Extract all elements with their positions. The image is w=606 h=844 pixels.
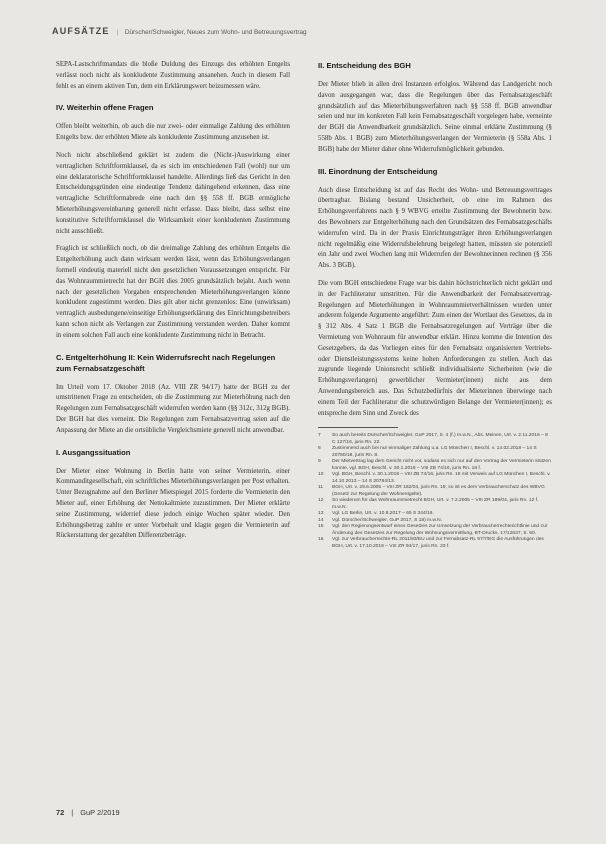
footnote (318, 537, 552, 550)
paragraph: Auch diese Entscheidung ist auf das Recht des Wohn- und Betreuungsvertrages übertragbar. Bislang bestand Unsicherheit, ob eine im Rahmen des Erhöhungsverfahrens nach § 9 WBVG erteilte Zustimmung der Bewohnerin bzw. des Bewohners zur Entgelterhöhung nach den Grundsätzen des Fernabsatzgeschäfts widerrufen wird. Da in der Praxis Einrichtungsträger ihren Erhöhungsverlangen nicht regelmäßig eine Widerrufsbelehrung beigelegt hatten, müssten sie potenziell ein Jahr und zwei Wochen lang mit Widerrufen der Bewohnerinnen rechnen (§ 356 Abs. 3 BGB). (318, 186, 552, 270)
footnote-text: Vgl. Dürscher/Schweigler, GuP 2017, S 18) m.w.N. (332, 517, 442, 523)
footnote-number: 16 (318, 537, 324, 543)
footnote-number: 12 (318, 498, 324, 504)
footnote-divider (318, 427, 398, 428)
paragraph: Der Mieter einer Wohnung in Berlin hatte von seiner Vermieterin, einer Kommanditgesellschaft, ein schriftliches Mieterhöhungsverlangen per Post erhalten. Unter Bezugnahme auf den Berliner Mietspiegel 2015 forderte die Vermieterin den Mieter auf, einer Erhöhung der Nettokaltmiete zuzustimmen. Der Mieter erklärte seine Zustimmung, widerrief diese jedoch einige Wochen später wieder. Den Erhöhungsbetrag zahlte er unter Vorbehalt und klagte gegen die Vermieterin auf Rückerstattung der gezahlten Differenzbeträge. (56, 467, 290, 540)
footnote-text: Vgl. LG Berlin, Urt. v. 10.8.2017 – 65 S 344/16. (332, 511, 434, 517)
left-column (56, 60, 290, 549)
footnote-text: Der Mietvertrag lag dem Gericht nicht vor, sodass es sich nur auf den Vortrag der Vermieterin stützen konnte, vgl. BGH, Beschl. v. 30.1.2018 – VIII ZB 74/16, juris Rn. 18 f. (332, 459, 551, 471)
footnote-number: 9 (318, 459, 321, 465)
footnote-text: Vgl. den Regierungsentwurf eines Gesetzes zur Umsetzung der Verbraucherrechterichtlinie und zur Änderung des Gesetzes zur Regelung der Wohnungsvermittlung, BT-Drucks. 17/12637, S. 50. (332, 524, 548, 536)
paragraph: Der Mieter blieb in allen drei Instanzen erfolglos. Während das Landgericht noch davon ausgegangen war, dass die Regelungen über das Fernabsatzgeschäft grundsätzlich auf das Mieterhöhungsverfahren nach §§ 558 ff. BGB anwendbar seien und nur im konkreten Fall kein Fernabsatzgeschäft vorgelegen habe, verneinte der BGH die Anwendbarkeit grundsätzlich. Seine einmal erklärte Zustimmung (§ 558b Abs. 1 BGB) zum Mieterhöhungsverlangen der Vermieterin (§ 558a Abs. 1 BGB) habe der Mieter daher ohne Widerrufsmöglichkeit gebunden. (318, 81, 552, 153)
footnote-number: 10 (318, 472, 324, 478)
footnote (318, 524, 552, 537)
paragraph: Fraglich ist schließlich noch, ob die dreimalige Zahlung des erhöhten Entgelts die Entgelterhöhung auch dann wirksam werden lässt, wenn das Erhöhungsverlangen formell eindeutig materiell nicht den gesetzlichen Voraussetzungen entspricht. Für das Wohnraummietrecht hat der BGH dies 2005 grundsätzlich bejaht. Auch wenn nach der gesetzlichen Vorgaben entsprechenden Mieterhöhungsverlangen könne konkludent zugestimmt werden. Dies gilt aber nicht grenzenlos: Eine (unwirksam) vertraglich ausbedungene/einseitige Erhöhungserklärung des Einrichtungsbetreibers kann schon nicht als Verlangen zur Zustimmung verstanden werden. Daher kommt in einem solchen Fall auch eine konkludente Zustimmung nicht in Betracht. (56, 245, 290, 339)
footnote (318, 459, 552, 472)
footer-separator: | (71, 808, 74, 817)
footnotes (318, 433, 552, 550)
paragraph: SEPA-Lastschriftmandats die bloße Duldung des Einzugs des erhöhten Entgelts verlässt noch nicht als konkludente Zustimmung ansanehen. Auch in diesem Fall fehlt es an einem aktiven Tun, dem ein Erklärungswert beizumessen wäre. (56, 61, 290, 90)
section-heading: IV. Weiterhin offene Fragen (56, 103, 154, 113)
footnote-text: Vgl. BGH, Beschl. v. 30.1.2018 – VIII ZB 74/16, juris Rn. 16 mit Verweis auf LG München I, Beschl. v. 14.10.2013 – 14 S 20784/13. (332, 472, 551, 484)
footnote-text: Vgl. zur Verbraucherrechte-RL 2011/83/EU und zur Fernabsatz-RL 97/7/EG die Ausführungen des BGH, Urt. v. 17.10.2018 – VIII ZR 94/17, juris Rn. 23 f. (332, 537, 544, 549)
footnote-number: 7 (318, 433, 321, 439)
footnote (318, 498, 552, 511)
paragraph: Noch nicht abschließend geklärt ist zudem die (Nicht-)Auswirkung einer vertraglichen Schriftformklausel, da es sich im entschiedenen Fall (wohl) nur um eine deklaratorische Schriftformklausel handelte. Allerdings ließ das Gericht in den Entscheidungsgründen eine eindeutige Tendenz dahingehend erkennen, dass eine vertragliche Schriftformabrede eine nach den §§ 558 ff. BGB ermögliche Mieterhöhungsvereinbarung generell nicht erfasse. Dass bleibt, dass selbst eine konstitutive Schriftformklausel die Wirksamkeit einer konkludenten Zustimmung nicht ausschließt. (56, 151, 290, 235)
page-number: 72 (56, 808, 65, 817)
footnote-number: 15 (318, 524, 324, 530)
page-footer (56, 808, 120, 817)
footnote (318, 485, 552, 498)
footnote-text: BGH, Urt. v. 29.6.2005 – VIII ZR 182/04, juris Rn. 19; so ist es dem Verbraucherschutz des WBVG (Gesetz zur Regelung der Wohnentgelte). (332, 485, 545, 497)
footnote-text: So wiederum für das Wohnraummietrecht BGH, Urt. v. 7.2.2005 – VIII ZR 189/04, juris Rn. 12 f. m.w.N. (332, 498, 539, 510)
section-heading: II. Entscheidung des BGH (318, 61, 411, 70)
journal-issue: GuP 2/2019 (80, 808, 120, 817)
section-heading: I. Ausgangssituation (56, 447, 131, 457)
paragraph: Im Urteil vom 17. Oktober 2018 (Az. VIII ZR 94/17) hatte der BGH zu der umstrittenen Frage zu entscheiden, ob die Zustimmung zur Mieterhöhung nach den Regelungen zum Fernabsatzgeschäft widerrufen werden kann (§§ 312c, 312g BGB). Der BGH hat dies verneint. Die Regelungen zum Fernabsatzvertrag seien auf die Anpassung der Miete an die ortsübliche Vergleichsmiete generell nicht anwendbar. (56, 383, 290, 434)
section-label: AUFSÄTZE (52, 26, 110, 36)
section-heading: C. Entgelterhöhung II: Kein Widerrufsrecht nach Regelungen zum Fernabsatzgeschäft (56, 352, 276, 373)
section-heading: III. Einordnung der Entscheidung (318, 166, 438, 176)
footnote-text: Zustimmend auch bei nur einmaliger Zahlung u.a. LG München I, Beschl. v. 14.02.2018 – 14 S 20780/18, juris Rn. 8. (332, 446, 537, 458)
paragraph: Die vom BGH entschiedene Frage war bis dahin höchstrichterlich nicht geklärt und in der Fachliteratur umstritten. Für die Anwendbarkeit der Fernabsatzvertrag-Regelungen auf Mieterhöhungen in Wohnraummietverhältnissen wurden unter anderem folgende Argumente angeführt: Zum einen der Wortlaut des Gesetzes, da in § 312 Abs. 4 Satz 1 BGB die Fernabsatzregelungen auf Verträge über die Vermietung von Wohnraum für anwendbar erklärt. Hinzu komme die Intention des Gesetzgebers, da das Vorliegen eines für den Fernabsatz organisierten Vertriebs- oder Dienstleistungssystems keine hohen Anforderungen zu stellen. Auch das zugrunde liegende Unionsrecht schließt individualisierte Sicherheiten (wie die Erhöhungsverlangen) gewerblicher Vermieter(innen) nicht aus dem Anwendungsbereich aus. Das Schutzbedürfnis der Mieterinnen überwiege nach einem Teil der Fachliteratur die schutzwürdigen Belange der Vermieter(innen); es entspreche dem Sinn und Zweck des (318, 279, 552, 417)
footnote-number: 8 (318, 446, 321, 452)
right-column (318, 60, 552, 550)
footnote-number: 14 (318, 517, 324, 523)
paragraph: Offen bleibt weiterhin, ob auch die nur zwei- oder einmalige Zahlung des erhöhten Entgelts bzw. der erhöhten Miete als konkludente Zustimmung anzusehen ist. (56, 123, 290, 142)
footnote (318, 446, 552, 459)
footnote-number: 13 (318, 511, 324, 517)
running-title: Dürscher/Schweigler, Neues zum Wohn- und Betreuungsvertrag (124, 29, 307, 36)
running-header (52, 26, 562, 36)
footnote-number: 11 (318, 485, 324, 491)
footnote-text: So auch bereits Dürscher/Schweigler, GuP 2017, S. 4 (f.) m.w.N., Abs. Meinen, Urt. v. 2.11.2016 – 8 C 127/16, juris Rn. 22. (332, 433, 548, 445)
footnote (318, 433, 552, 446)
header-separator: | (116, 29, 119, 36)
footnote (318, 472, 552, 485)
